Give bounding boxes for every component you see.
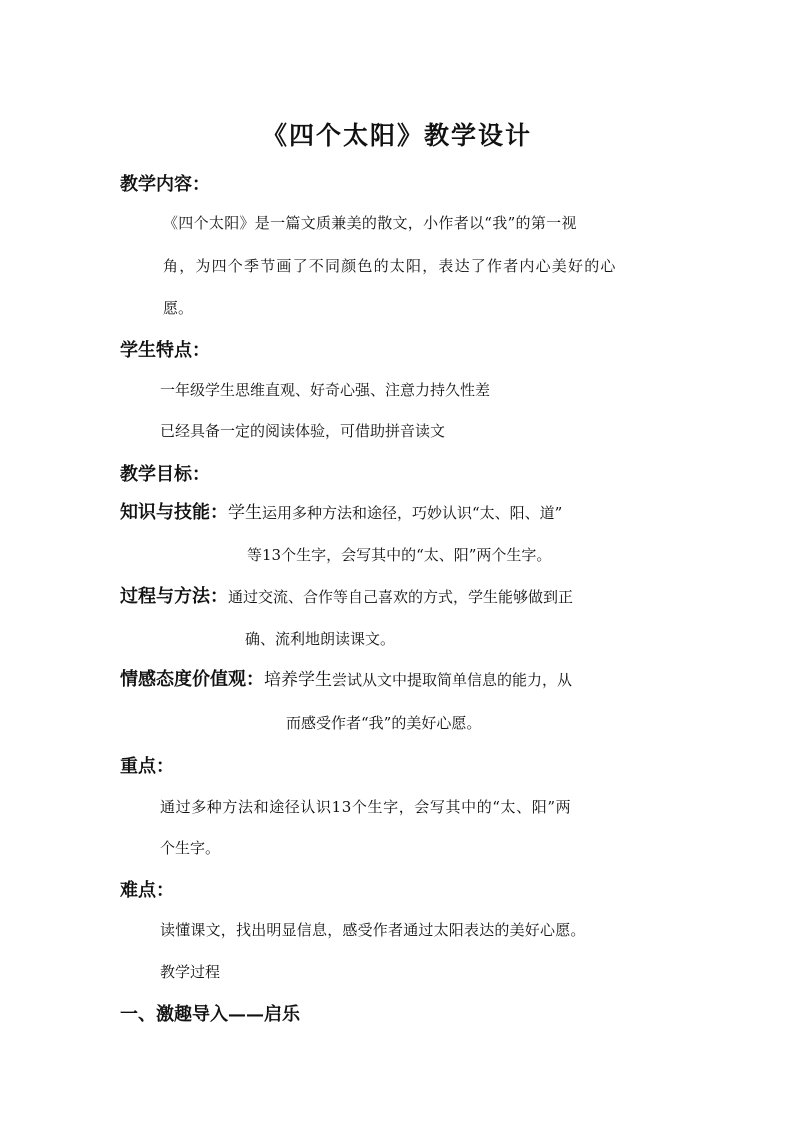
knowledge-skills-label: 知识与技能： — [120, 502, 228, 523]
process-methods-line-2: 确、流利地朗读课文。 — [245, 630, 396, 648]
content-line-3: 愿。 — [163, 299, 194, 317]
process-methods-line-1 — [120, 587, 573, 607]
document-title: 《四个太阳》教学设计 — [261, 121, 532, 150]
process-methods-label: 过程与方法： — [120, 586, 228, 607]
heading-teaching-goals: 教学目标： — [120, 464, 210, 485]
knowledge-skills-line-1 — [120, 503, 562, 523]
heading-student-features: 学生特点： — [120, 340, 210, 361]
heading-difficulty: 难点： — [120, 880, 174, 901]
content-line-2: 角，为四个季节画了不同颜色的太阳，表达了作者内心美好的心 — [163, 257, 617, 275]
process-methods-text: 通过交流、合作等自己喜欢的方式，学生能够做到正 — [228, 588, 574, 606]
student-line-2: 已经具备一定的阅读体验，可借助拼音读文 — [160, 422, 446, 440]
key-line-2: 个生字。 — [160, 839, 221, 857]
emotion-values-text: 尝试从文中提取简单信息的能力，从 — [332, 671, 573, 689]
emotion-values-line-2: 而感受作者“我”的美好心愿。 — [286, 714, 482, 732]
teaching-process-title: 教学过程 — [160, 963, 221, 981]
student-line-1: 一年级学生思维直观、好奇心强、注意力持久性差 — [160, 381, 491, 399]
difficulty-line: 读懂课文，找出明显信息，感受作者通过太阳表达的美好心愿。 — [160, 921, 586, 939]
key-line-1: 通过多种方法和途径认识13个生字，会写其中的“太、阳”两 — [160, 798, 572, 816]
knowledge-skills-line-2: 等13个生字，会写其中的“太、阳”两个生字。 — [247, 546, 552, 564]
knowledge-skills-lead: 学生 — [228, 503, 262, 523]
content-line-1: 《四个太阳》是一篇文质兼美的散文，小作者以“我”的第一视 — [163, 214, 577, 232]
knowledge-skills-text: 运用多种方法和途径，巧妙认识“太、阳、道” — [262, 504, 563, 522]
heading-teaching-content: 教学内容： — [120, 174, 210, 195]
emotion-values-lead: 培养学生 — [264, 670, 332, 690]
emotion-values-line-1 — [120, 670, 572, 690]
heading-key-points: 重点： — [120, 756, 174, 777]
step-1-heading: 一、激趣导入——启乐 — [120, 1004, 300, 1025]
emotion-values-label: 情感态度价值观： — [120, 669, 264, 690]
